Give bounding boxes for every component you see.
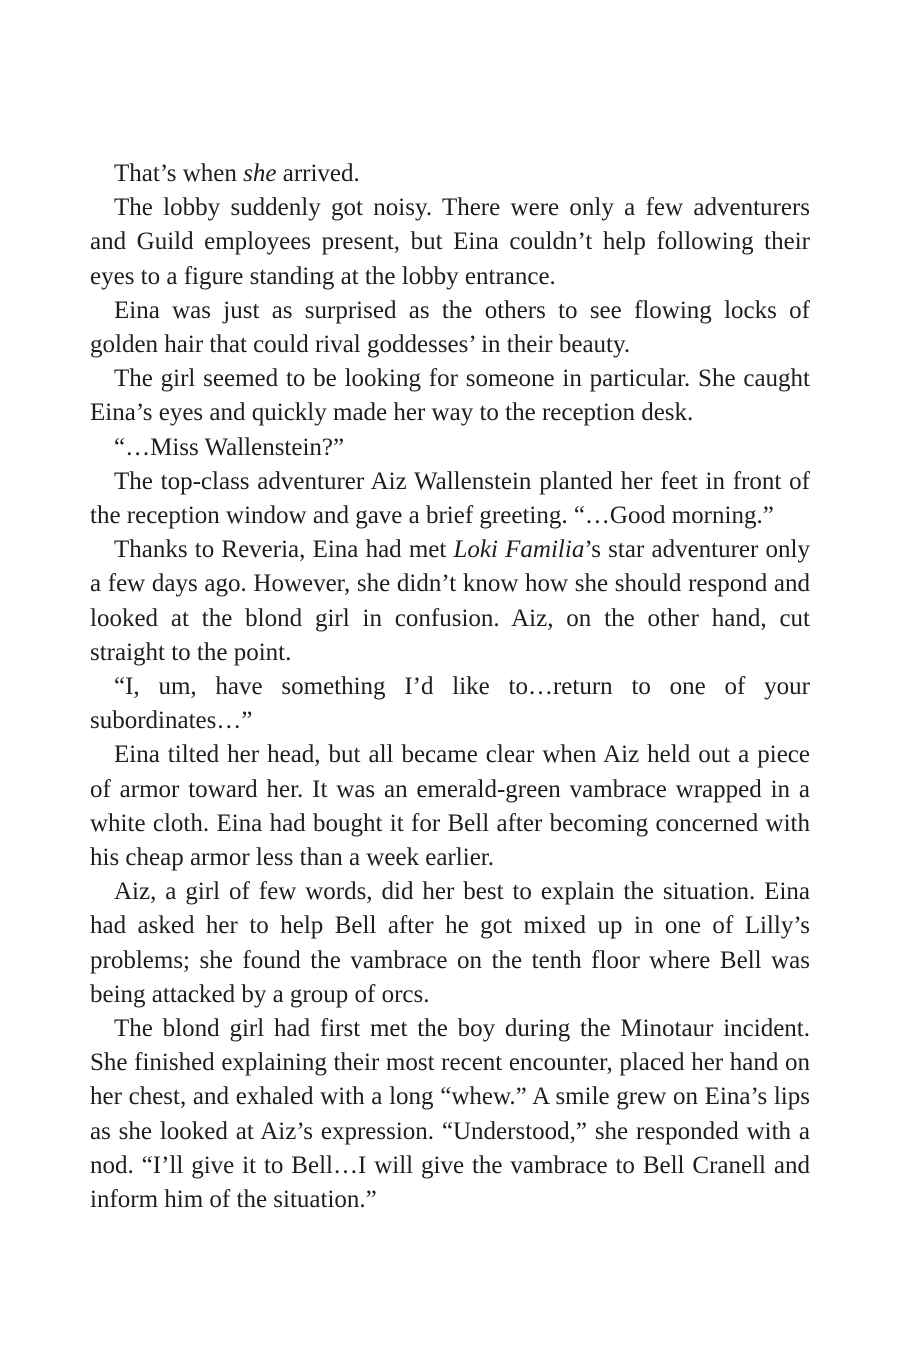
paragraph-text: Thanks to Reveria, Eina had met: [114, 536, 454, 564]
paragraph: [90, 294, 810, 362]
paragraph-text: “I, um, have something I’d like to…return to one of your subordinates…”: [90, 673, 810, 735]
paragraph-text: Eina tilted her head, but all became clear when Aiz held out a piece of armor toward her. It was an emerald-green vambrace wrapped in a white cloth. Eina had bought it for Bell after becoming concerned with his cheap armor less than a week earlier.: [90, 741, 810, 872]
paragraph: [90, 533, 810, 670]
paragraph-text: Aiz, a girl of few words, did her best to explain the situation. Eina had asked her to help Bell after he got mixed up in one of Lilly’s problems; she found the vambrace on the tenth floor where Bell was being attacked by a group of orcs.: [90, 878, 810, 1008]
paragraph: [90, 465, 810, 533]
paragraph-text: arrived.: [276, 160, 360, 187]
paragraph: [90, 1012, 810, 1217]
paragraph: [90, 157, 810, 191]
paragraph: [90, 738, 810, 875]
paragraph-text-italic: Loki Familia: [453, 536, 585, 564]
paragraph-text: “…Miss Wallenstein?”: [114, 433, 345, 461]
paragraph: [90, 431, 810, 465]
book-page: [90, 157, 810, 1217]
paragraph: [90, 670, 810, 738]
paragraph-text: The lobby suddenly got noisy. There were only a few adventurers and Guild employees present, but Eina couldn’t help following their eyes to a figure standing at the lobby entrance.: [90, 194, 810, 290]
paragraph-text: The top-class adventurer Aiz Wallenstein planted her feet in front of the reception window and gave a brief greeting. “…Good morning.”: [90, 467, 810, 530]
paragraph: [90, 191, 810, 294]
paragraph-text: The blond girl had first met the boy during the Minotaur incident. She finished explaining their most recent encounter, placed her hand on her chest, and exhaled with a long “whew.” A smile grew on Eina’s lips as she looked at Aiz’s expression. “Understood,” she responded with a nod. “I’ll give it to Bell…I will give the vambrace to Bell Cranell and inform him of the situation.”: [90, 1015, 810, 1214]
paragraph-text: ’s star adventurer only a few days ago. However, she didn’t know how she should respond and looked at the blond girl in confusion. Aiz, on the other hand, cut straight to the point.: [90, 536, 810, 666]
paragraph: [90, 875, 810, 1012]
paragraph-text: The girl seemed to be looking for someone in particular. She caught Eina’s eyes and quickly made her way to the reception desk.: [90, 365, 810, 427]
paragraph-text: Eina was just as surprised as the others to see flowing locks of golden hair that could rival goddesses’ in their beauty.: [90, 296, 810, 359]
paragraph-text: That’s when: [114, 160, 244, 187]
paragraph: [90, 362, 810, 430]
paragraph-text-italic: she: [243, 160, 277, 187]
